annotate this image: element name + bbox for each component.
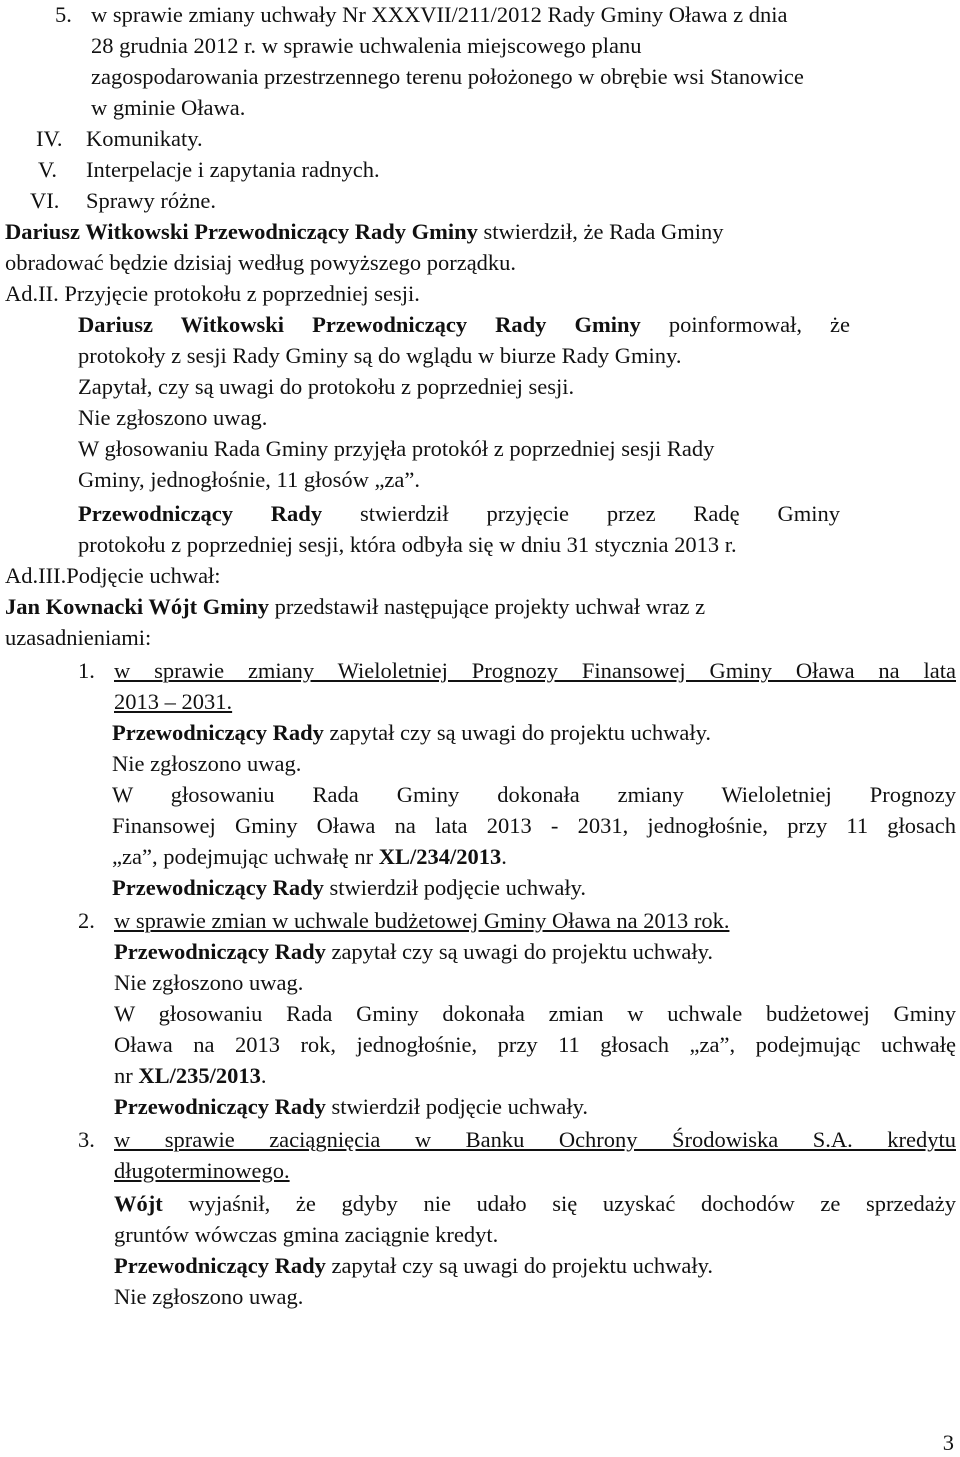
speaker-name: Przewodniczący Rady	[112, 875, 324, 900]
agenda-item-5-line: w sprawie zmiany uchwały Nr XXXVII/211/2012 Rady Gminy Oława z dnia	[91, 2, 788, 27]
resolution-text: zapytał czy są uwagi do projektu uchwały.	[325, 1253, 713, 1278]
agenda-item-v: Interpelacje i zapytania radnych.	[86, 157, 380, 182]
resolution-text: zapytał czy są uwagi do projektu uchwały.	[323, 720, 711, 745]
ad2-line: W głosowaniu Rada Gminy przyjęła protokół z poprzedniej sesji Rady	[78, 436, 715, 461]
resolution-line: Finansowej Gminy Oława na lata 2013 - 2031, jednogłośnie, przy 11 głosach	[112, 813, 956, 838]
resolution-text: „za”, podejmując uchwałę nr	[112, 844, 379, 869]
resolution-text: stwierdził podjęcie uchwały.	[325, 1094, 589, 1119]
resolution-line: Nie zgłoszono uwag.	[114, 970, 304, 995]
ad2-text: poinformował, że	[668, 312, 851, 337]
ad2-line	[78, 499, 840, 529]
speaker-name: Jan Kownacki Wójt Gminy	[5, 594, 269, 619]
resolution-line: Nie zgłoszono uwag.	[112, 751, 302, 776]
resolution-line: W głosowaniu Rada Gminy dokonała zmiany Wieloletniej Prognozy	[112, 782, 956, 807]
resolution-number: XL/235/2013	[138, 1063, 261, 1088]
speaker-name: Przewodniczący Rady	[78, 501, 323, 526]
resolution-title: w sprawie zaciągnięcia w Banku Ochrony Środowiska S.A. kredytu	[114, 1127, 956, 1152]
resolution-text: stwierdził podjęcie uchwały.	[323, 875, 587, 900]
speaker-name: Wójt	[114, 1191, 163, 1216]
resolution-title: w sprawie zmiany Wieloletniej Prognozy Finansowej Gminy Oława na lata	[114, 658, 956, 683]
resolution-line	[114, 937, 713, 967]
resolution-title: 2013 – 2031.	[114, 689, 233, 714]
resolution-text: nr	[114, 1063, 139, 1088]
ad2-line	[78, 310, 850, 340]
resolution-text: wyjaśnił, że gdyby nie udało się uzyskać dochodów ze sprzedaży	[188, 1191, 956, 1216]
agenda-item-iv: Komunikaty.	[86, 126, 203, 151]
speaker-name: Przewodniczący Rady	[114, 1253, 326, 1278]
agenda-item-5-line: 28 grudnia 2012 r. w sprawie uchwalenia miejscowego planu	[91, 33, 642, 58]
resolution-title: w sprawie zmian w uchwale budżetowej Gminy Oława na 2013 rok.	[114, 908, 730, 933]
ad2-line: protokołu z poprzedniej sesji, która odbyła się w dniu 31 stycznia 2013 r.	[78, 532, 737, 557]
resolution-line: gruntów wówczas gmina zaciągnie kredyt.	[114, 1222, 499, 1247]
agenda-item-5-line: w gminie Oława.	[91, 95, 246, 120]
speaker-name: Przewodniczący Rady	[114, 1094, 326, 1119]
ad2-text: stwierdził przyjęcie przez Radę Gminy	[359, 501, 841, 526]
ad2-line: Zapytał, czy są uwagi do protokołu z poprzedniej sesji.	[78, 374, 575, 399]
resolution-line: Nie zgłoszono uwag.	[114, 1284, 304, 1309]
resolution-line	[112, 718, 711, 748]
ad3-text: przedstawił następujące projekty uchwał wraz z	[269, 594, 706, 619]
intro-line	[5, 217, 723, 247]
list-number: 2.	[78, 908, 95, 933]
section-heading-ad2: Ad.II. Przyjęcie protokołu z poprzedniej sesji.	[5, 281, 420, 306]
resolution-line: Oława na 2013 rok, jednogłośnie, przy 11 głosach „za”, podejmując uchwałę	[114, 1032, 956, 1057]
resolution-line	[114, 1092, 588, 1122]
ad2-line: Nie zgłoszono uwag.	[78, 405, 268, 430]
list-number: VI.	[30, 188, 60, 213]
agenda-item-5-line: zagospodarowania przestrzennego terenu położonego w obrębie wsi Stanowice	[91, 64, 804, 89]
page-number: 3	[942, 1430, 954, 1455]
speaker-name: Przewodniczący Rady	[112, 720, 324, 745]
speaker-name: Dariusz Witkowski Przewodniczący Rady Gminy	[78, 312, 641, 337]
agenda-item-vi: Sprawy różne.	[86, 188, 216, 213]
ad3-line	[5, 592, 705, 622]
resolution-line	[112, 873, 586, 903]
resolution-line	[114, 1061, 267, 1091]
ad2-line: Gminy, jednogłośnie, 11 głosów „za”.	[78, 467, 421, 492]
intro-text: stwierdził, że Rada Gminy	[477, 219, 724, 244]
section-heading-ad3: Ad.III.Podjęcie uchwał:	[5, 563, 221, 588]
resolution-line: W głosowaniu Rada Gminy dokonała zmian w uchwale budżetowej Gminy	[114, 1001, 956, 1026]
intro-line: obradować będzie dzisiaj według powyższego porządku.	[5, 250, 517, 275]
list-number: 1.	[78, 658, 95, 683]
resolution-line	[114, 1189, 956, 1219]
resolution-title: długoterminowego.	[114, 1158, 290, 1183]
resolution-text: .	[501, 844, 507, 869]
list-number: V.	[38, 157, 57, 182]
list-number: 5.	[55, 2, 72, 27]
resolution-text: .	[260, 1063, 267, 1088]
speaker-name: Dariusz Witkowski Przewodniczący Rady Gminy	[5, 219, 478, 244]
list-number: IV.	[36, 126, 63, 151]
list-number: 3.	[78, 1127, 95, 1152]
resolution-line	[112, 842, 507, 872]
resolution-text: zapytał czy są uwagi do projektu uchwały.	[325, 939, 713, 964]
ad2-line: protokoły z sesji Rady Gminy są do wglądu w biurze Rady Gminy.	[78, 343, 682, 368]
resolution-line	[114, 1251, 713, 1281]
speaker-name: Przewodniczący Rady	[114, 939, 326, 964]
ad3-line: uzasadnieniami:	[5, 625, 152, 650]
resolution-number: XL/234/2013	[378, 844, 502, 869]
